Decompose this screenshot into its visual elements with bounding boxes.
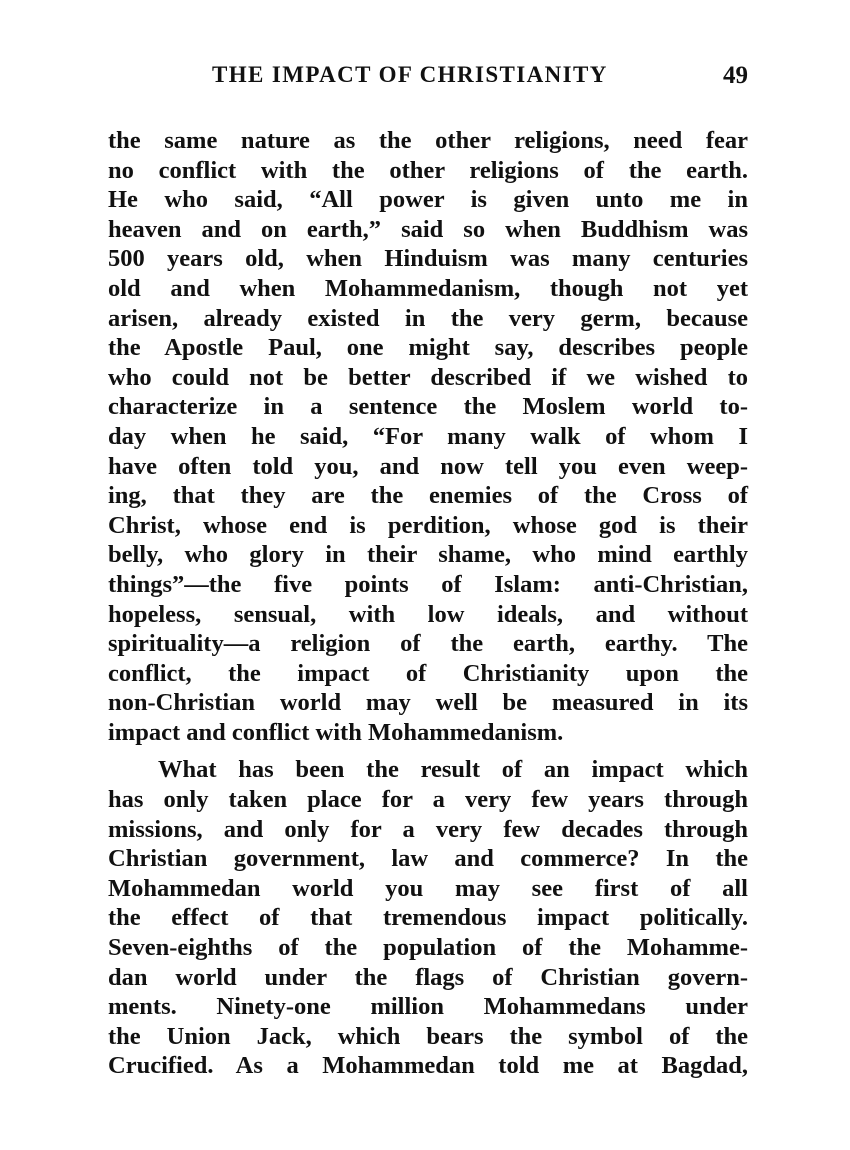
text-line: Christian government, law and commerce? In the [108, 845, 748, 873]
text-line: missions, and only for a very few decades through [108, 815, 748, 843]
text-line: heaven and on earth,” said so when Buddhism was [108, 215, 748, 243]
text-line: the Apostle Paul, one might say, describes people [108, 334, 748, 362]
text-line: arisen, already existed in the very germ, because [108, 304, 748, 332]
text-line: ing, that they are the enemies of the Cross of [108, 482, 748, 510]
page-number: 49 [723, 62, 748, 89]
text-line: hopeless, sensual, with low ideals, and without [108, 600, 748, 628]
paragraph [108, 755, 748, 1081]
text-line: things”—the five points of Islam: anti-Christian, [108, 570, 748, 598]
text-line: the Union Jack, which bears the symbol of the [108, 1022, 748, 1050]
text-line: no conflict with the other religions of the earth. [108, 156, 748, 184]
text-line: dan world under the flags of Christian govern- [108, 963, 748, 991]
text-line: who could not be better described if we wished to [108, 363, 748, 391]
text-line: ments. Ninety-one million Mohammedans under [108, 993, 748, 1021]
text-line: non-Christian world may well be measured in its [108, 689, 748, 717]
paragraph [108, 126, 748, 747]
running-title: THE IMPACT OF CHRISTIANITY [212, 62, 608, 87]
text-line: belly, who glory in their shame, who mind earthly [108, 541, 748, 569]
text-line: conflict, the impact of Christianity upon the [108, 659, 748, 687]
text-line: Mohammedan world you may see first of all [108, 874, 748, 902]
text-line: the same nature as the other religions, need fear [108, 127, 748, 154]
text-line: impact and conflict with Mohammedanism. [108, 718, 564, 746]
paragraph-spacer [108, 747, 748, 755]
text-line: 500 years old, when Hinduism was many centuries [108, 245, 748, 273]
body-text [108, 126, 748, 1081]
text-line: Crucified. As a Mohammedan told me at Bagdad, [108, 1052, 748, 1080]
text-line: characterize in a sentence the Moslem world to- [108, 393, 748, 421]
text-line: have often told you, and now tell you even weep- [108, 452, 748, 480]
text-line: the effect of that tremendous impact politically. [108, 904, 748, 932]
text-line: He who said, “All power is given unto me in [108, 186, 748, 214]
text-line: has only taken place for a very few years through [108, 786, 748, 814]
text-line: spirituality—a religion of the earth, earthy. The [108, 630, 748, 658]
text-line: What has been the result of an impact which [158, 756, 748, 784]
running-head [108, 62, 748, 98]
text-line: Seven-eighths of the population of the Mohamme- [108, 934, 748, 962]
text-line: old and when Mohammedanism, though not yet [108, 274, 748, 302]
text-line: Christ, whose end is perdition, whose god is their [108, 511, 748, 539]
text-line: day when he said, “For many walk of whom I [108, 422, 748, 450]
